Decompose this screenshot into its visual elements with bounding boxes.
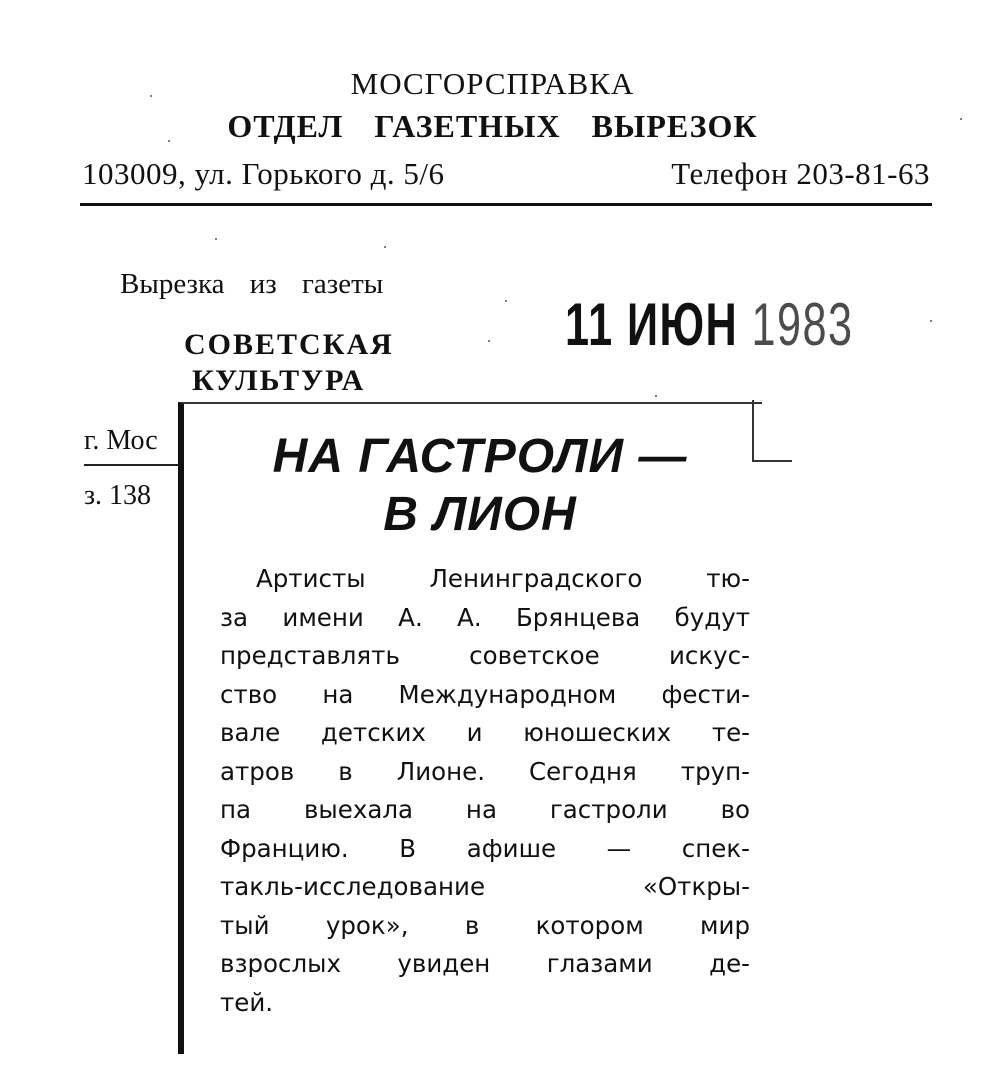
article-line: ство на Международном фести- <box>220 679 750 709</box>
newspaper-name-line1: СОВЕТСКАЯ <box>184 328 394 361</box>
article-body <box>220 560 750 1022</box>
article-line: представлять советское искус- <box>220 641 750 670</box>
headline-line2: В ЛИОН <box>383 488 577 541</box>
source-label: Вырезка из газеты <box>120 268 384 300</box>
article-line: па выехала на гастроли во <box>220 795 750 824</box>
department-title: ОТДЕЛ ГАЗЕТНЫХ ВЫРЕЗОК <box>227 108 758 144</box>
order-number: з. 138 <box>84 480 152 511</box>
article-line: взрослых увиден глазами де- <box>220 949 750 978</box>
city-field: г. Мос <box>84 425 158 456</box>
newspaper-name-line2: КУЛЬТУРА <box>192 364 366 397</box>
article-line: за имени А. А. Брянцева будут <box>220 602 750 632</box>
article-line: тый урок», в котором мир <box>220 910 750 940</box>
article-line: Артисты Ленинградского тю- <box>256 564 750 593</box>
stamp-year: 1983 <box>751 291 854 358</box>
date-stamp <box>565 290 853 359</box>
phone-text: Телефон 203-81-63 <box>671 156 930 191</box>
org-title: МОСГОРСПРАВКА <box>350 66 635 101</box>
header-divider <box>80 203 932 206</box>
headline-line1: НА ГАСТРОЛИ — <box>272 430 688 483</box>
article-headline <box>190 428 770 544</box>
stamp-day-month: 11 ИЮН <box>565 291 739 358</box>
article-line: вале детских и юношеских те- <box>220 718 750 747</box>
article-line: атров в Лионе. Сегодня труп- <box>220 756 750 786</box>
article-line: такль-исследование «Откры- <box>220 872 750 901</box>
article-line: тей. <box>220 987 274 1017</box>
article-line: Францию. В афише — спек- <box>220 833 750 863</box>
city-underline <box>84 464 180 466</box>
address-text: 103009, ул. Горького д. 5/6 <box>82 156 445 191</box>
